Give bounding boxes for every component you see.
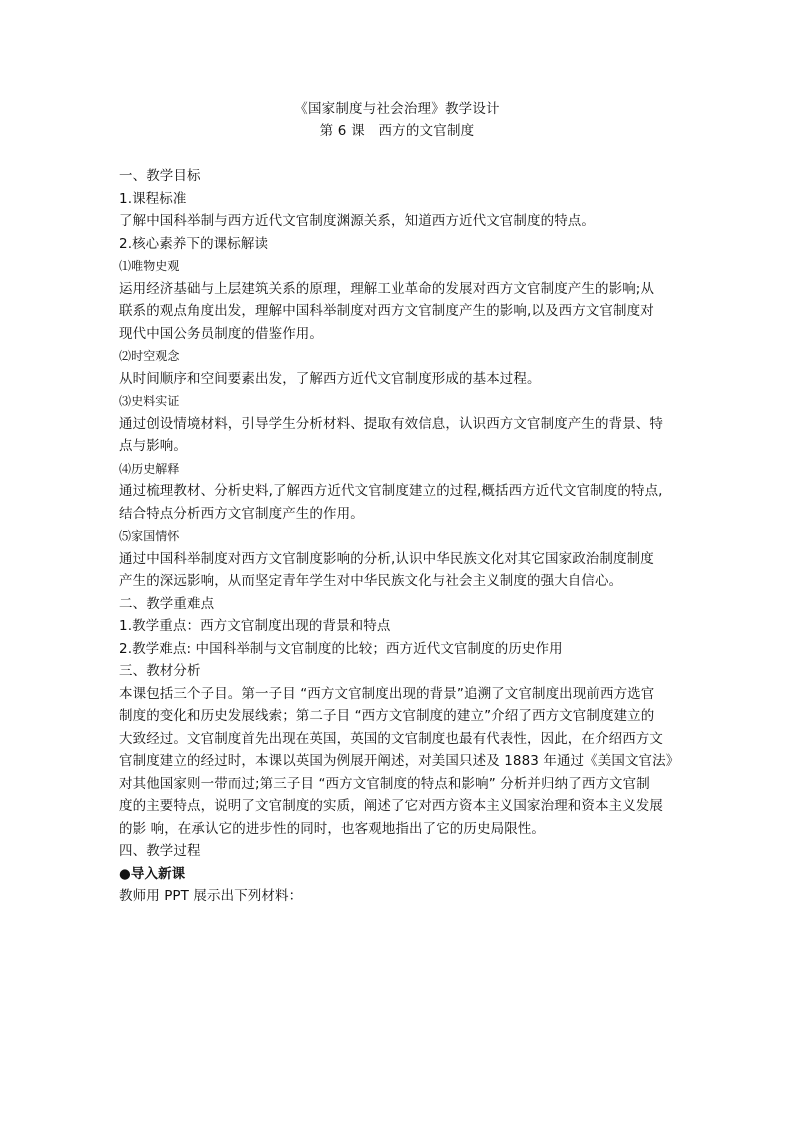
document-body xyxy=(119,165,685,908)
text-line: 三、教材分析 xyxy=(119,663,201,679)
text-line: 产生的深远影响，从而坚定青年学生对中华民族文化与社会主义制度的强大自信心。 xyxy=(119,573,623,589)
text-line: ⑷历史解释 xyxy=(119,461,180,476)
document-title: 《国家制度与社会治理》教学设计 xyxy=(294,101,500,117)
text-line: 本课包括三个子目。第一子目 “西方文官制度出现的背景”追溯了文官制度出现前西方选官 xyxy=(119,685,655,702)
text-line: 官制度建立的经过时，本课以英国为例展开阐述，对美国只述及 1883 年通过《美国文官法》 xyxy=(119,753,680,769)
text-line: ⑵时空观念 xyxy=(119,349,180,363)
text-line: 四、教学过程 xyxy=(119,843,201,859)
text-line: 结合特点分析西方文官制度产生的作用。 xyxy=(119,505,364,522)
text-line: 1.教学重点：西方文官制度出现的背景和特点 xyxy=(119,618,391,634)
text-line: 点与影响。 xyxy=(119,438,187,454)
text-line: 大致经过。文官制度首先出现在英国，英国的文官制度也最有代表性，因此，在介绍西方文 xyxy=(119,730,663,747)
document-subtitle: 第 6 课 西方的文官制度 xyxy=(319,123,475,139)
text-line: 了解中国科举制与西方近代文官制度渊源关系，知道西方近代文官制度的特点。 xyxy=(119,213,595,229)
title-block xyxy=(0,98,794,142)
text-line: ⑴唯物史观 xyxy=(119,259,180,273)
text-line: 1.课程标准 xyxy=(119,190,187,207)
text-line: 通过梳理教材、分析史料,了解西方近代文官制度建立的过程,概括西方近代文官制度的特点, xyxy=(119,483,663,499)
text-line: 运用经济基础与上层建筑关系的原理，理解工业革命的发展对西方文官制度产生的影响;从 xyxy=(119,280,655,297)
text-line: 一、教学目标 xyxy=(119,168,201,184)
text-line: 2.教学难点: 中国科举制与文官制度的比较；西方近代文官制度的历史作用 xyxy=(119,640,563,657)
text-line: 的影 响，在承认它的进步性的同时，也客观地指出了它的历史局限性。 xyxy=(119,820,545,837)
text-line: 二、教学重难点 xyxy=(119,595,215,612)
text-line: 教师用 PPT 展示出下列材料： xyxy=(119,888,303,904)
text-line: 2.核心素养下的课标解读 xyxy=(119,235,269,252)
text-line: 制度的变化和历史发展线索；第二子目 “西方文官制度的建立”介绍了西方文官制度建立的 xyxy=(119,708,655,724)
text-line: 通过中国科举制度对西方文官制度影响的分析,认识中华民族文化对其它国家政治制度制度 xyxy=(119,550,654,567)
text-line: 对其他国家则一带而过;第三子目 “西方文官制度的特点和影响” 分析并归纳了西方文官制 xyxy=(119,775,650,792)
text-line: ●导入新课 xyxy=(119,865,186,882)
text-line: ⑸家国情怀 xyxy=(119,529,180,543)
text-line: 度的主要特点，说明了文官制度的实质，阐述了它对西方资本主义国家治理和资本主义发展 xyxy=(119,798,663,814)
text-line: 通过创设情境材料，引导学生分析材料、提取有效信息，认识西方文官制度产生的背景、特 xyxy=(119,415,663,432)
text-line: 联系的观点角度出发，理解中国科举制度对西方文官制度产生的影响,以及西方文官制度对 xyxy=(119,303,654,319)
text-line: 现代中国公务员制度的借鉴作用。 xyxy=(119,325,323,342)
text-line: ⑶史料实证 xyxy=(119,394,180,408)
text-line: 从时间顺序和空间要素出发，了解西方近代文官制度形成的基本过程。 xyxy=(119,370,541,387)
